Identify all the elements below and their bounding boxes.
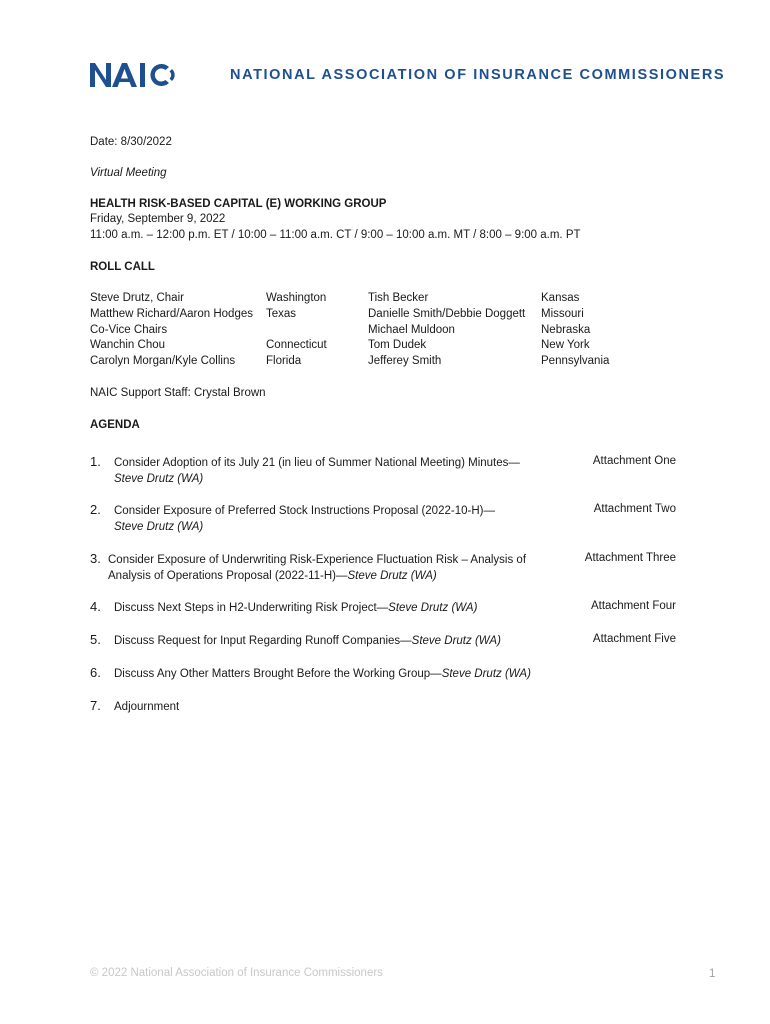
roll-call-state: Kansas (541, 292, 580, 304)
roll-call-name: Steve Drutz, Chair (90, 292, 184, 304)
agenda-heading: AGENDA (90, 419, 140, 431)
meeting-type: Virtual Meeting (90, 167, 167, 179)
agenda-text (114, 666, 574, 682)
agenda-speaker: Steve Drutz (WA) (347, 570, 437, 582)
agenda-number: 4. (90, 599, 101, 614)
roll-call-left-names (90, 292, 253, 371)
agenda-number: 6. (90, 665, 101, 680)
agenda-text (114, 503, 524, 535)
page-number: 1 (709, 968, 716, 980)
roll-call-left-states (266, 292, 327, 371)
roll-call-name: Wanchin Chou (90, 339, 166, 352)
agenda-text (114, 455, 534, 487)
agenda-text (114, 633, 534, 649)
roll-call-state: Washington (266, 292, 327, 304)
roll-call-heading: ROLL CALL (90, 261, 155, 273)
agenda-number: 2. (90, 502, 101, 517)
meeting-day: Friday, September 9, 2022 (90, 213, 226, 225)
letterhead (90, 60, 726, 90)
agenda-attachment: Attachment One (592, 455, 676, 467)
roll-call-name: Danielle Smith/Debbie Doggett (368, 307, 526, 320)
agenda-attachment: Attachment Five (592, 633, 676, 645)
agenda-description: Consider Exposure of Underwriting Risk-Experience Fluctuation Risk – Analysis of Analysis of Operations Proposal (2022-11-H)— (108, 554, 527, 582)
meeting-time: 11:00 a.m. – 12:00 p.m. ET / 10:00 – 11:00 a.m. CT / 9:00 – 10:00 a.m. MT / 8:00 – 9:00 a.m. PT (90, 229, 581, 241)
meeting-date: Date: 8/30/2022 (90, 136, 172, 148)
roll-call-state: Nebraska (541, 323, 591, 336)
agenda-text (108, 552, 528, 584)
agenda-number: 5. (90, 632, 101, 647)
roll-call-name: Jefferey Smith (368, 355, 442, 368)
agenda-description: Consider Adoption of its July 21 (in lieu of Summer National Meeting) Minutes— (114, 457, 520, 469)
agenda-speaker: Steve Drutz (WA) (114, 473, 204, 485)
roll-call-state: New York (541, 339, 590, 352)
naic-logo (90, 60, 185, 90)
roll-call-name: Tish Becker (368, 292, 429, 304)
agenda-text (114, 699, 534, 715)
agenda-number: 1. (90, 454, 101, 469)
roll-call-state (266, 324, 327, 340)
agenda-description: Discuss Next Steps in H2-Underwriting Risk Project— (114, 602, 389, 614)
roll-call-state: Missouri (541, 307, 584, 320)
roll-call-state: Pennsylvania (541, 355, 610, 368)
agenda-description: Discuss Any Other Matters Brought Before the Working Group— (114, 668, 442, 680)
roll-call-state: Florida (266, 355, 302, 368)
agenda-attachment: Attachment Four (590, 600, 676, 612)
agenda-text (114, 600, 534, 616)
roll-call-right-names (368, 292, 525, 371)
agenda-speaker: Steve Drutz (WA) (441, 668, 531, 680)
roll-call-right-states (541, 292, 609, 371)
support-staff: NAIC Support Staff: Crystal Brown (90, 387, 266, 399)
agenda-attachment: Attachment Two (593, 503, 676, 515)
agenda-speaker: Steve Drutz (WA) (388, 602, 478, 614)
agenda-speaker: Steve Drutz (WA) (411, 635, 501, 647)
agenda-description: Consider Exposure of Preferred Stock Instructions Proposal (2022-10-H)— (114, 505, 495, 517)
roll-call-name: Co-Vice Chairs (90, 323, 168, 336)
agenda-attachment: Attachment Three (584, 552, 676, 564)
roll-call-state: Connecticut (266, 339, 327, 352)
working-group-title: HEALTH RISK-BASED CAPITAL (E) WORKING GROUP (90, 198, 387, 210)
agenda-description: Discuss Request for Input Regarding Runoff Companies— (114, 635, 412, 647)
footer-copyright: © 2022 National Association of Insurance Commissioners (90, 967, 383, 979)
org-name: NATIONAL ASSOCIATION OF INSURANCE COMMISSIONERS (230, 67, 726, 83)
agenda-number: 7. (90, 698, 101, 713)
roll-call-name: Tom Dudek (368, 339, 427, 352)
agenda-speaker: Steve Drutz (WA) (114, 521, 204, 533)
roll-call-name: Matthew Richard/Aaron Hodges (90, 307, 253, 320)
agenda-number: 3. (90, 551, 101, 566)
roll-call-name: Michael Muldoon (368, 323, 455, 336)
agenda-description: Adjournment (114, 701, 180, 713)
roll-call-name: Carolyn Morgan/Kyle Collins (90, 355, 236, 368)
roll-call-state: Texas (266, 307, 297, 320)
